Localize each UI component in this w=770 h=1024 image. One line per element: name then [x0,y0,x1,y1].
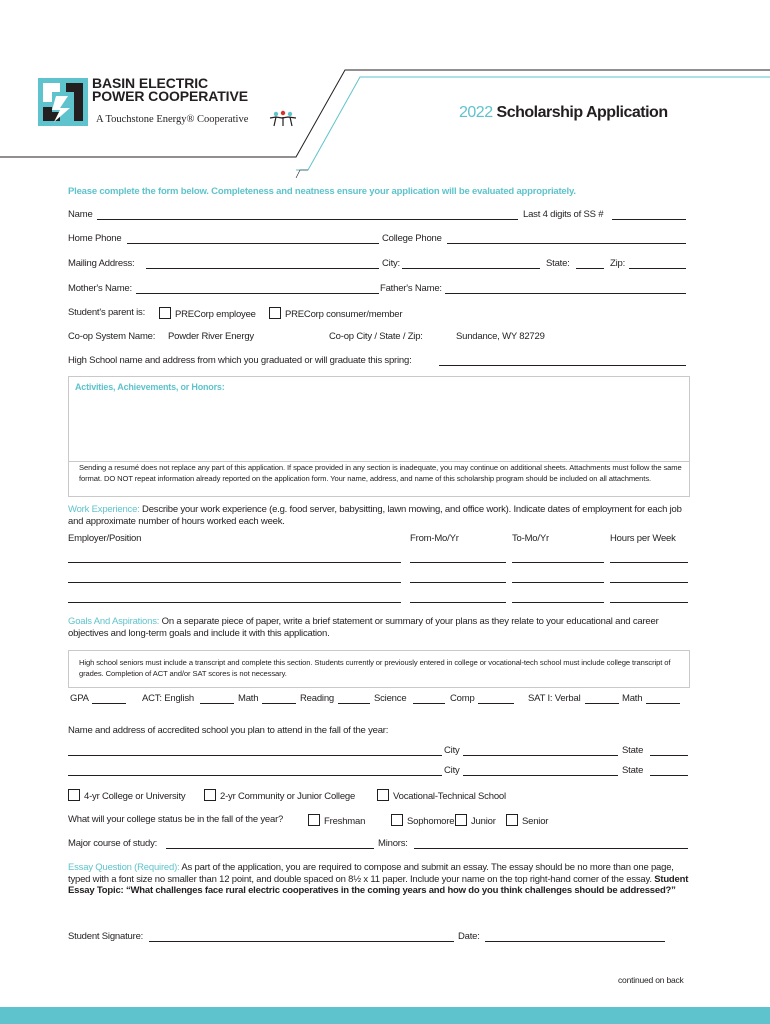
act-science-label: Science [374,693,407,704]
status-senior-label: Senior [522,816,549,827]
school-2-name-field[interactable] [68,775,442,776]
activities-note-box [68,460,690,497]
scores-note: High school seniors must include a transcript and complete this section. Students currently or previously entered in college or vocational-tech school must include college transcript of grades. Completion of ACT and/or SAT scores is not necessary. [79,658,671,678]
page-title [459,104,668,122]
continued-on-back: continued on back [618,975,684,985]
work-row-2-to[interactable] [512,582,604,583]
goals-text [68,616,688,640]
home-phone-field[interactable] [127,243,379,244]
work-description: Describe your work experience (e.g. food server, babysitting, lawn mowing, and office work). Indicate dates of employment for each job and approximate number of hours worked each week. [68,504,682,527]
high-school-label: High School name and address from which you graduated or will graduate this spring: [68,355,412,366]
signature-field[interactable] [149,941,454,942]
coop-name-value: Powder River Energy [168,331,254,342]
sat-math-label: Math [622,693,643,704]
work-heading: Work Experience: [68,504,140,515]
school-2-city-field[interactable] [463,775,618,776]
status-freshman-checkbox[interactable] [308,814,320,826]
work-row-1-hours[interactable] [610,562,688,563]
sat-verbal-field[interactable] [585,703,619,704]
signature-label: Student Signature: [68,931,144,942]
activities-note: Sending a resumé does not replace any part of this application. If space provided in any section is inadequate, you may continue on additional sheets. Attachments must follow the same format. DO NOT repeat information already reported on the application form. Your name, address, and name of this scholarship program should be included on all attachments. [79,463,682,483]
status-freshman-label: Freshman [324,816,366,827]
status-label: What will your college status be in the fall of the year? [68,814,284,825]
status-freshman[interactable] [308,814,365,827]
mother-field[interactable] [136,293,379,294]
cooperative-logo-icon [38,78,88,126]
intro-text: Please complete the form below. Completeness and neatness ensure your application will be evaluated appropriately. [68,186,576,197]
sat-verbal-label: SAT I: Verbal [528,693,581,704]
work-row-1-employer[interactable] [68,562,401,563]
school-type-vocational-label: Vocational-Technical School [393,791,506,802]
father-label: Father's Name: [380,283,442,294]
act-english-label: ACT: English [142,693,194,704]
act-reading-label: Reading [300,693,334,704]
status-senior[interactable] [506,814,548,827]
work-row-1-from[interactable] [410,562,506,563]
high-school-field[interactable] [439,365,686,366]
school-1-state-label: State [622,745,644,756]
mailing-label: Mailing Address: [68,258,135,269]
col-employer: Employer/Position [68,533,142,544]
state-label: State: [546,258,570,269]
precorp-employee-option[interactable] [159,307,256,320]
act-comp-label: Comp [450,693,475,704]
act-math-label: Math [238,693,259,704]
status-sophomore-checkbox[interactable] [391,814,403,826]
school-type-4yr[interactable] [68,789,185,802]
school-1-state-field[interactable] [650,755,688,756]
school-1-name-field[interactable] [68,755,442,756]
sat-math-field[interactable] [646,703,680,704]
precorp-member-option[interactable] [269,307,402,320]
act-comp-field[interactable] [478,703,514,704]
date-field[interactable] [485,941,665,942]
work-row-2-hours[interactable] [610,582,688,583]
act-science-field[interactable] [413,703,445,704]
goals-heading: Goals And Aspirations: [68,616,160,627]
minors-field[interactable] [414,848,688,849]
logo-name-line1: BASIN ELECTRIC [92,75,209,91]
logo-tagline: A Touchstone Energy® Cooperative [96,114,249,125]
school-type-vocational[interactable] [377,789,506,802]
work-row-3-employer[interactable] [68,602,401,603]
act-english-field[interactable] [200,703,234,704]
gpa-field[interactable] [92,703,126,704]
school-2-state-label: State [622,765,644,776]
status-sophomore[interactable] [391,814,454,827]
coop-name-label: Co-op System Name: [68,331,156,342]
col-to: To-Mo/Yr [512,533,549,544]
touchstone-figure-icon [268,110,298,131]
activities-heading: Activities, Achievements, or Honors: [75,382,225,392]
work-row-3-from[interactable] [410,602,506,603]
city-label: City: [382,258,401,269]
work-row-3-to[interactable] [512,602,604,603]
school-type-2yr-label: 2-yr Community or Junior College [220,791,356,802]
school-2-state-field[interactable] [650,775,688,776]
status-senior-checkbox[interactable] [506,814,518,826]
title-year: 2022 [459,104,493,121]
status-junior-label: Junior [471,816,496,827]
ss-field[interactable] [612,219,686,220]
parent-status-label: Student's parent is: [68,307,146,318]
school-type-4yr-label: 4-yr College or University [84,791,186,802]
act-reading-field[interactable] [338,703,370,704]
major-field[interactable] [166,848,374,849]
name-field[interactable] [97,219,518,220]
school-type-4yr-checkbox[interactable] [68,789,80,801]
work-row-2-employer[interactable] [68,582,401,583]
col-hours: Hours per Week [610,533,676,544]
coop-city-label: Co-op City / State / Zip: [329,331,423,342]
mother-label: Mother's Name: [68,283,132,294]
school-type-vocational-checkbox[interactable] [377,789,389,801]
home-phone-label: Home Phone [68,233,122,244]
ss-label: Last 4 digits of SS # [523,209,604,220]
major-label: Major course of study: [68,838,158,849]
status-junior[interactable] [455,814,496,827]
col-from: From-Mo/Yr [410,533,459,544]
precorp-employee-label: PRECorp employee [175,309,256,320]
school-2-city-label: City [444,765,460,776]
school-type-2yr[interactable] [204,789,355,802]
coop-city-value: Sundance, WY 82729 [456,331,545,342]
school-label: Name and address of accredited school you plan to attend in the fall of the year: [68,725,389,736]
precorp-employee-checkbox[interactable] [159,307,171,319]
city-field[interactable] [402,268,540,269]
essay-description: As part of the application, you are required to compose and submit an essay. The essay should be no more than one page, typed with a font size no smaller than 12 point, and double spaced on 8½ x 11 paper. Include your name on the top right-hand corner of the essay. [68,862,674,885]
title-text: Scholarship Application [496,104,668,121]
gpa-label: GPA [70,693,89,704]
minors-label: Minors: [378,838,408,849]
work-experience-text [68,504,688,528]
act-math-field[interactable] [262,703,296,704]
date-label: Date: [458,931,480,942]
logo-name-line2: POWER COOPERATIVE [92,88,248,104]
precorp-member-label: PRECorp consumer/member [285,309,403,320]
goals-description: On a separate piece of paper, write a brief statement or summary of your plans as they relate to your educational and career objectives and long-term goals and include it with this application. [68,616,659,639]
state-field[interactable] [576,268,604,269]
status-junior-checkbox[interactable] [455,814,467,826]
school-1-city-field[interactable] [463,755,618,756]
precorp-member-checkbox[interactable] [269,307,281,319]
work-row-3-hours[interactable] [610,602,688,603]
status-sophomore-label: Sophomore [407,816,455,827]
father-field[interactable] [445,293,686,294]
mailing-field[interactable] [146,268,379,269]
footer-bar [0,1007,770,1024]
school-type-2yr-checkbox[interactable] [204,789,216,801]
essay-heading: Essay Question (Required): [68,862,180,873]
work-row-1-to[interactable] [512,562,604,563]
name-label: Name [68,209,93,220]
work-row-2-from[interactable] [410,582,506,583]
school-1-city-label: City [444,745,460,756]
college-phone-field[interactable] [447,243,686,244]
college-phone-label: College Phone [382,233,442,244]
zip-label: Zip: [610,258,626,269]
zip-field[interactable] [629,268,686,269]
essay-text [68,862,692,897]
essay-topic: Student Essay Topic: “What challenges face rural electric cooperatives in the coming years and how do you think challenges should be addressed?” [68,873,689,896]
